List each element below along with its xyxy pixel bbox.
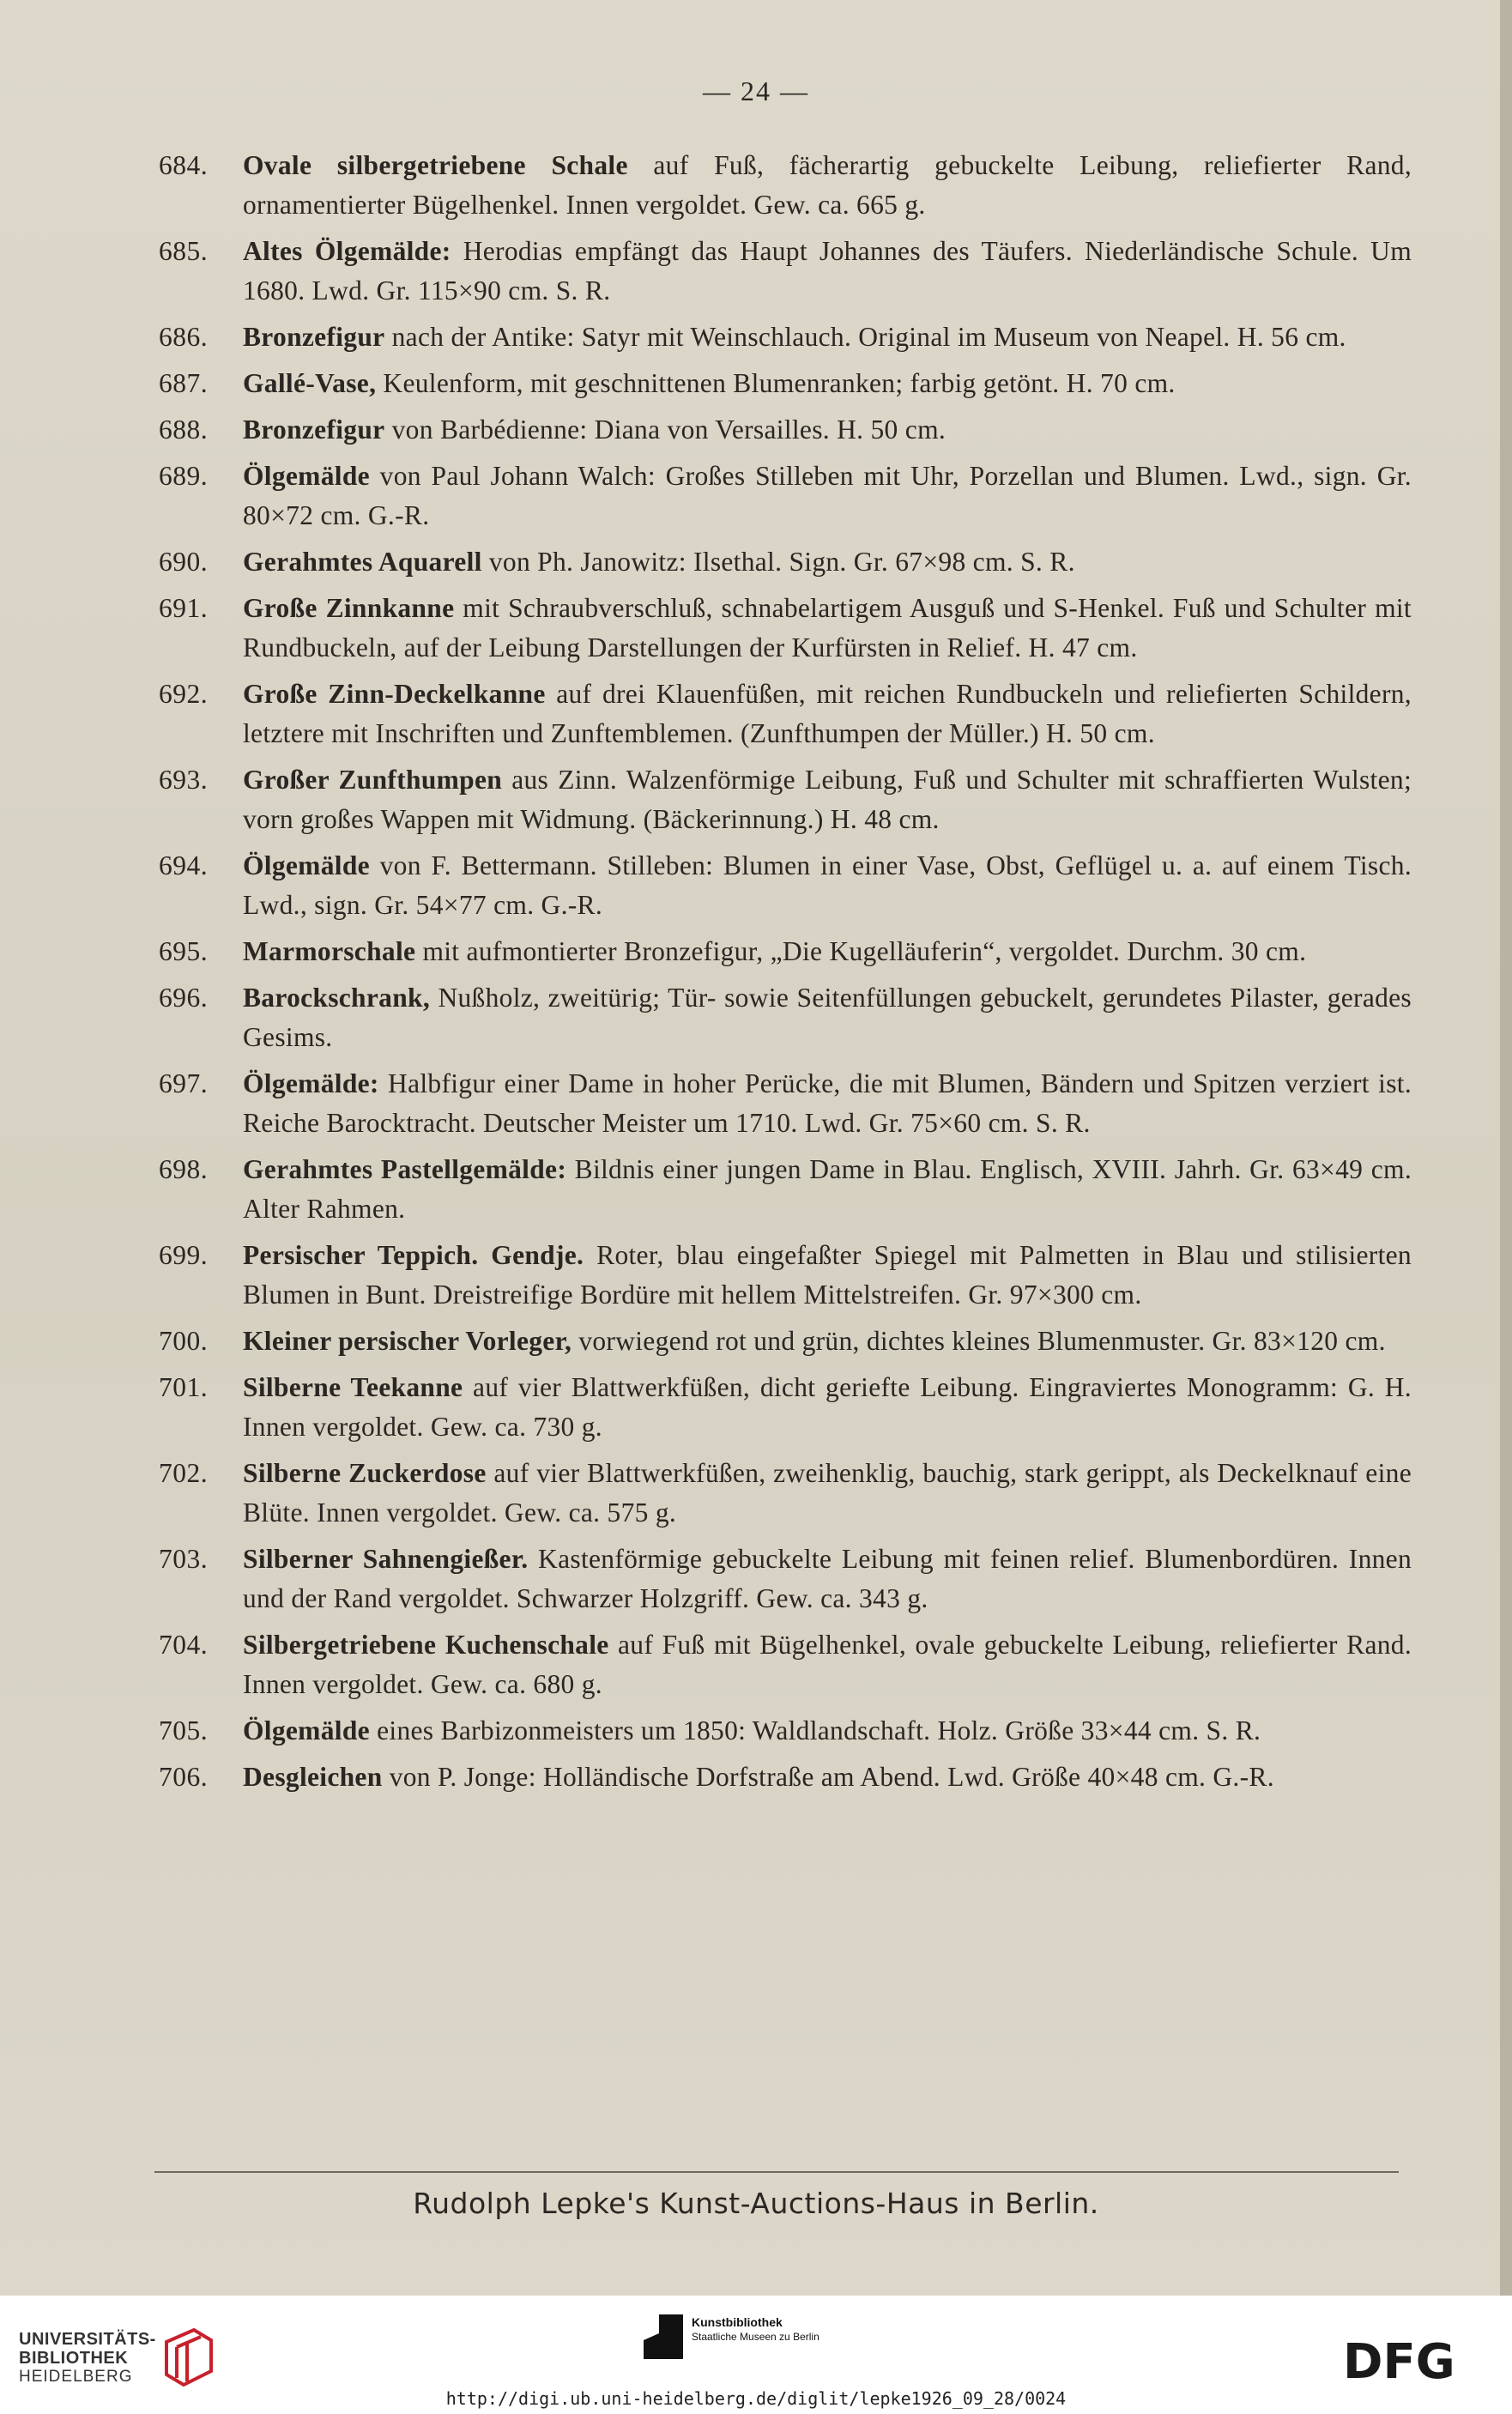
entry-description: Halbfigur einer Dame in hoher Perücke, die mit Blumen, Bändern und Spitzen verziert ist. Reiche Barocktracht. Deutscher Meister um 1710. Lwd. Gr. 75×60 cm. S. R. (243, 1068, 1412, 1138)
entry-description: auf Fuß mit Bügelhenkel, ovale gebuckelte Leibung, reliefierter Rand. Innen vergoldet. Gew. ca. 680 g. (243, 1630, 1412, 1699)
page-number: — 24 — (703, 76, 809, 106)
entry-title: Silberne Teekanne (243, 1372, 463, 1402)
entry-description: aus Zinn. Walzenförmige Leibung, Fuß und Schulter mit schraffierten Wulsten; vorn großes Wappen mit Widmung. (Bäckerinnung.) H. 48 cm. (243, 765, 1412, 834)
entry-number: 706. (159, 1762, 209, 1792)
catalog-entry (159, 146, 1412, 225)
entry-body (243, 1150, 1412, 1229)
catalog-entry (159, 589, 1412, 668)
entry-description: Nußholz, zweitürig; Tür- sowie Seitenfüllungen gebuckelt, gerundetes Pilaster, gerades Gesims. (243, 983, 1412, 1052)
entry-title: Großer Zunfthumpen (243, 765, 503, 795)
entry-number: 701. (159, 1372, 209, 1402)
entry-number: 703. (159, 1544, 209, 1574)
entry-body (243, 589, 1412, 668)
entry-title: Ölgemälde (243, 461, 370, 491)
catalog-entry (159, 318, 1412, 357)
entry-number: 695. (159, 936, 209, 966)
entry-body (243, 1625, 1412, 1704)
catalog-entry (159, 1454, 1412, 1533)
catalog-entry (159, 932, 1412, 971)
ub-mark-icon (163, 2328, 215, 2388)
entry-description: nach der Antike: Satyr mit Weinschlauch. Original im Museum von Neapel. H. 56 cm. (384, 322, 1346, 352)
kunstbibliothek-icon (644, 2314, 683, 2359)
catalog-entry (159, 232, 1412, 311)
entry-number: 684. (159, 150, 209, 180)
entry-title: Silbergetriebene Kuchenschale (243, 1630, 609, 1660)
entry-title: Ölgemälde: (243, 1068, 379, 1098)
entry-number: 697. (159, 1068, 209, 1098)
entry-title: Ölgemälde (243, 1715, 370, 1745)
catalog-entry (159, 760, 1412, 839)
entry-title: Altes Ölgemälde: (243, 236, 451, 266)
entry-description: Kastenförmige gebuckelte Leibung mit feinen relief. Blumenbordüren. Innen und der Rand vergoldet. Schwarzer Holzgriff. Gew. ca. 343 g. (243, 1544, 1412, 1613)
entry-body (243, 932, 1412, 971)
ub-heidelberg-logo[interactable] (19, 2328, 215, 2388)
entry-body (243, 1064, 1412, 1143)
entry-body (243, 146, 1412, 225)
catalog-entry (159, 1150, 1412, 1229)
digitization-bar (0, 2296, 1512, 2414)
entry-title: Bronzefigur (243, 414, 385, 445)
catalog-entry (159, 978, 1412, 1057)
entry-number: 704. (159, 1630, 209, 1660)
entry-number: 696. (159, 983, 209, 1013)
entry-title: Silberner Sahnengießer. (243, 1544, 529, 1574)
entry-number: 692. (159, 679, 209, 709)
catalog-entry (159, 675, 1412, 753)
entry-number: 702. (159, 1458, 209, 1488)
catalog-entry (159, 1064, 1412, 1143)
ub-logo-text (19, 2330, 156, 2387)
entry-body (243, 675, 1412, 753)
entry-number: 686. (159, 322, 209, 352)
catalog-entry (159, 1540, 1412, 1618)
entry-description: vorwiegend rot und grün, dichtes kleines Blumenmuster. Gr. 83×120 cm. (572, 1326, 1386, 1356)
catalog-entry (159, 1322, 1412, 1361)
entry-description: von P. Jonge: Holländische Dorfstraße am Abend. Lwd. Größe 40×48 cm. G.-R. (382, 1762, 1274, 1792)
entry-title: Barockschrank, (243, 983, 431, 1013)
catalog-entry (159, 1236, 1412, 1315)
entry-description: von Barbédienne: Diana von Versailles. H. 50 cm. (384, 414, 947, 445)
ub-line3: HEIDELBERG (19, 2368, 133, 2386)
entry-description: auf Fuß, fächerartig gebuckelte Leibung, reliefierter Rand, ornamentierter Bügelhenkel. Innen vergoldet. Gew. ca. 665 g. (243, 150, 1412, 220)
footer-rule (154, 2171, 1399, 2173)
entry-number: 687. (159, 368, 209, 398)
entry-body (243, 1758, 1412, 1797)
entry-body (243, 1454, 1412, 1533)
entry-number: 694. (159, 850, 209, 880)
entry-body (243, 1368, 1412, 1447)
entry-body (243, 978, 1412, 1057)
entry-number: 700. (159, 1326, 209, 1356)
entry-title: Gallé-Vase, (243, 368, 377, 398)
entry-number: 693. (159, 765, 209, 795)
entry-title: Gerahmtes Aquarell (243, 547, 482, 577)
entry-number: 689. (159, 461, 209, 491)
entry-description: von Ph. Janowitz: Ilsethal. Sign. Gr. 67×98 cm. S. R. (481, 547, 1075, 577)
entry-body (243, 1711, 1412, 1751)
catalog-entry (159, 410, 1412, 450)
entry-description: auf vier Blattwerkfüßen, zweihenklig, bauchig, stark gerippt, als Deckelknauf eine Blüte. Innen vergoldet. Gew. ca. 575 g. (243, 1458, 1412, 1528)
entry-description: Herodias empfängt das Haupt Johannes des Täufers. Niederländische Schule. Um 1680. Lwd. Gr. 115×90 cm. S. R. (243, 236, 1412, 306)
entry-body (243, 364, 1412, 403)
entry-body (243, 760, 1412, 839)
publisher-line: Rudolph Lepke's Kunst-Auctions-Haus in Berlin. (413, 2187, 1099, 2220)
entry-title: Ovale silbergetriebene Schale (243, 150, 628, 180)
entry-title: Gerahmtes Pastellgemälde: (243, 1154, 567, 1184)
entry-number: 691. (159, 593, 209, 623)
entry-description: von Paul Johann Walch: Großes Stilleben mit Uhr, Porzellan und Blumen. Lwd., sign. Gr. 80×72 cm. G.-R. (243, 461, 1412, 530)
catalog-entry (159, 846, 1412, 925)
entry-number: 699. (159, 1240, 209, 1270)
entry-title: Silberne Zuckerdose (243, 1458, 487, 1488)
entry-body (243, 542, 1412, 582)
entry-body (243, 318, 1412, 357)
catalog-entry (159, 542, 1412, 582)
entry-title: Ölgemälde (243, 850, 370, 880)
entry-number: 698. (159, 1154, 209, 1184)
entry-number: 705. (159, 1715, 209, 1745)
entry-body (243, 1540, 1412, 1618)
entry-title: Marmorschale (243, 936, 416, 966)
entry-description: Roter, blau eingefaßter Spiegel mit Palmetten in Blau und stilisierten Blumen in Bunt. Dreistreifige Bordüre mit hellem Mittelstreifen. Gr. 97×300 cm. (243, 1240, 1412, 1310)
catalog-entry (159, 364, 1412, 403)
source-url[interactable]: http://digi.ub.uni-heidelberg.de/diglit/lepke1926_09_28/0024 (445, 2388, 1067, 2409)
ub-line2: BIBLIOTHEK (19, 2349, 129, 2368)
entry-number: 685. (159, 236, 209, 266)
catalog-entries (159, 146, 1412, 1804)
entry-title: Kleiner persischer Vorleger, (243, 1326, 572, 1356)
page-edge (1500, 0, 1512, 2296)
entry-body (243, 846, 1412, 925)
entry-description: mit aufmontierter Bronzefigur, „Die Kugelläuferin“, vergoldet. Durchm. 30 cm. (415, 936, 1307, 966)
dfg-logo-text: DFG (1343, 2337, 1455, 2383)
entry-description: auf drei Klauenfüßen, mit reichen Rundbuckeln und reliefierten Schildern, letztere mit Inschriften und Zunftemblemen. (Zunfthumpen der Müller.) H. 50 cm. (243, 679, 1412, 748)
entry-description: Keulenform, mit geschnittenen Blumenranken; farbig getönt. H. 70 cm. (376, 368, 1176, 398)
entry-description: von F. Bettermann. Stilleben: Blumen in einer Vase, Obst, Geflügel u. a. auf einem Tisch. Lwd., sign. Gr. 54×77 cm. G.-R. (243, 850, 1412, 920)
ub-line1: UNIVERSITÄTS- (19, 2330, 156, 2349)
catalog-entry (159, 1368, 1412, 1447)
catalog-entry (159, 1625, 1412, 1704)
entry-body (243, 457, 1412, 535)
kb-subtitle: Staatliche Museen zu Berlin (692, 2331, 820, 2343)
entry-description: auf vier Blattwerkfüßen, dicht geriefte Leibung. Eingraviertes Monogramm: G. H. Innen vergoldet. Gew. ca. 730 g. (243, 1372, 1412, 1442)
entry-description: eines Barbizonmeisters um 1850: Waldlandschaft. Holz. Größe 33×44 cm. S. R. (369, 1715, 1261, 1745)
entry-body (243, 410, 1412, 450)
entry-body (243, 1322, 1412, 1361)
entry-title: Bronzefigur (243, 322, 385, 352)
catalog-entry (159, 457, 1412, 535)
dfg-logo[interactable] (1343, 2337, 1489, 2383)
entry-title: Große Zinn-Deckelkanne (243, 679, 546, 709)
entry-number: 690. (159, 547, 209, 577)
entry-description: mit Schraubverschluß, schnabelartigem Ausguß und S-Henkel. Fuß und Schulter mit Rundbuckeln, auf der Leibung Darstellungen der Kurfürsten in Relief. H. 47 cm. (243, 593, 1412, 662)
entry-title: Desgleichen (243, 1762, 383, 1792)
catalog-entry (159, 1711, 1412, 1751)
entry-number: 688. (159, 414, 209, 445)
entry-description: Bildnis einer jungen Dame in Blau. Englisch, XVIII. Jahrh. Gr. 63×49 cm. Alter Rahmen. (243, 1154, 1412, 1224)
kunstbibliothek-logo[interactable] (644, 2314, 820, 2359)
entry-body (243, 1236, 1412, 1315)
entry-title: Persischer Teppich. Gendje. (243, 1240, 584, 1270)
catalog-entry (159, 1758, 1412, 1797)
entry-title: Große Zinnkanne (243, 593, 455, 623)
kb-title: Kunstbibliothek (692, 2315, 783, 2329)
entry-body (243, 232, 1412, 311)
